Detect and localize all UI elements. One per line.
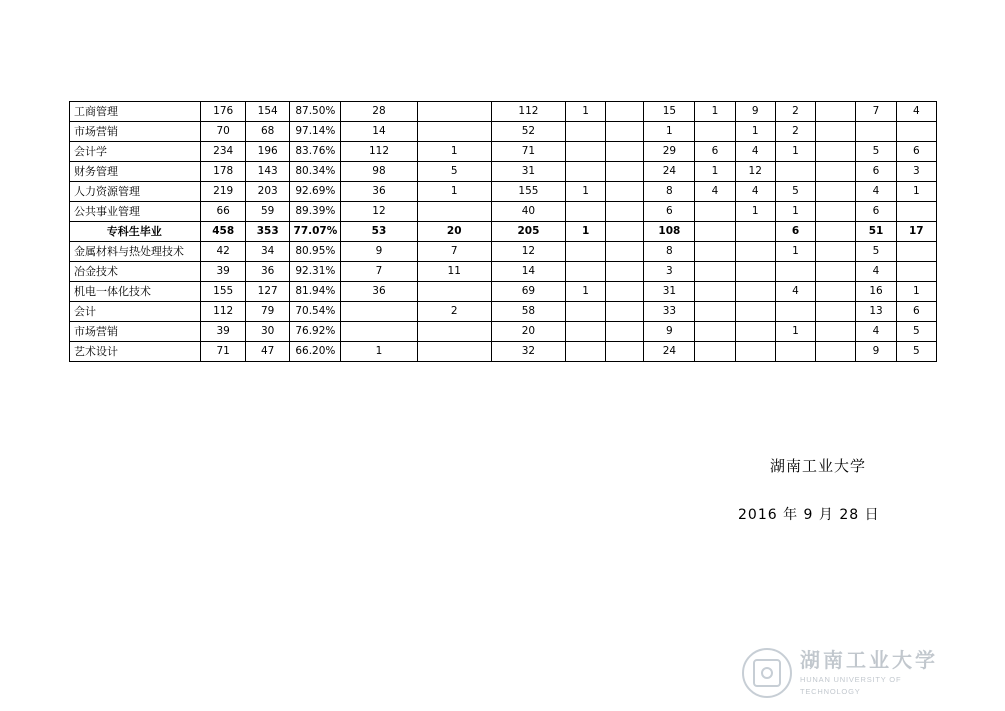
- table-cell: 29: [644, 142, 695, 162]
- table-cell: 4: [695, 182, 735, 202]
- table-cell: 32: [491, 342, 565, 362]
- table-cell: [606, 282, 644, 302]
- table-cell: [816, 202, 856, 222]
- table-cell: 98: [341, 162, 417, 182]
- table-cell: 34: [245, 242, 290, 262]
- table-cell: 31: [644, 282, 695, 302]
- table-cell: [816, 222, 856, 242]
- table-cell: 11: [417, 262, 491, 282]
- table-cell: 1: [775, 142, 815, 162]
- table-cell: 92.31%: [290, 262, 341, 282]
- table-cell: 178: [201, 162, 246, 182]
- table-cell: [417, 122, 491, 142]
- table-cell: 1: [775, 202, 815, 222]
- table-cell: 6: [695, 142, 735, 162]
- graduate-employment-table: [69, 101, 937, 362]
- cell-major-name: 财务管理: [70, 162, 201, 182]
- table-row: [70, 262, 937, 282]
- table-cell: [735, 322, 775, 342]
- table-cell: 1: [417, 182, 491, 202]
- table-cell: 5: [856, 142, 896, 162]
- table-cell: 79: [245, 302, 290, 322]
- table-cell: 8: [644, 182, 695, 202]
- table-cell: [695, 242, 735, 262]
- table-cell: [566, 262, 606, 282]
- table-cell: [816, 162, 856, 182]
- table-cell: 71: [201, 342, 246, 362]
- table-cell: [775, 262, 815, 282]
- table-cell: [735, 282, 775, 302]
- table-cell: 9: [341, 242, 417, 262]
- table-cell: 24: [644, 342, 695, 362]
- table-cell: 234: [201, 142, 246, 162]
- table-cell: [695, 302, 735, 322]
- university-logo: [742, 645, 957, 701]
- table-cell: 7: [856, 102, 896, 122]
- table-cell: 8: [644, 242, 695, 262]
- table-cell: 14: [341, 122, 417, 142]
- table-row: [70, 242, 937, 262]
- table-cell: 80.95%: [290, 242, 341, 262]
- table-cell: 1: [566, 282, 606, 302]
- table-cell: 5: [896, 342, 936, 362]
- table-cell: 203: [245, 182, 290, 202]
- cell-major-name: 艺术设计: [70, 342, 201, 362]
- table-row: [70, 182, 937, 202]
- table-cell: [606, 202, 644, 222]
- table-cell: [566, 322, 606, 342]
- table-cell: [606, 142, 644, 162]
- table-cell: [816, 342, 856, 362]
- table-cell: 36: [245, 262, 290, 282]
- cell-major-name: 冶金技术: [70, 262, 201, 282]
- table-cell: [775, 162, 815, 182]
- table-cell: [695, 262, 735, 282]
- table-cell: [896, 242, 936, 262]
- table-cell: [606, 222, 644, 242]
- table-cell: 12: [735, 162, 775, 182]
- table-cell: 3: [896, 162, 936, 182]
- table-cell: 4: [856, 182, 896, 202]
- table-cell: 58: [491, 302, 565, 322]
- table-cell: 66.20%: [290, 342, 341, 362]
- table-cell: [816, 182, 856, 202]
- table-row: [70, 142, 937, 162]
- table-cell: 155: [491, 182, 565, 202]
- table-cell: 12: [491, 242, 565, 262]
- table-cell: [566, 242, 606, 262]
- table-cell: [566, 122, 606, 142]
- table-cell: 89.39%: [290, 202, 341, 222]
- table-cell: [606, 102, 644, 122]
- table-cell: 6: [896, 302, 936, 322]
- table-cell: [606, 302, 644, 322]
- table-cell: [606, 242, 644, 262]
- cell-major-name: 金属材料与热处理技术: [70, 242, 201, 262]
- table-row: [70, 302, 937, 322]
- table-cell: [816, 142, 856, 162]
- table-cell: 1: [735, 202, 775, 222]
- table-cell: [566, 342, 606, 362]
- table-cell: 13: [856, 302, 896, 322]
- table-cell: 1: [695, 102, 735, 122]
- table-cell: 9: [735, 102, 775, 122]
- table-cell: 2: [775, 122, 815, 142]
- table-cell: [566, 142, 606, 162]
- table-cell: [816, 102, 856, 122]
- table-cell: [341, 302, 417, 322]
- table-cell: 3: [644, 262, 695, 282]
- table-cell: 9: [856, 342, 896, 362]
- table-cell: [695, 202, 735, 222]
- signature-block: [700, 455, 940, 524]
- table-cell: [606, 182, 644, 202]
- table-cell: 1: [896, 182, 936, 202]
- cell-major-name: 会计学: [70, 142, 201, 162]
- table-cell: 66: [201, 202, 246, 222]
- cell-major-name: 人力资源管理: [70, 182, 201, 202]
- table-cell: 81.94%: [290, 282, 341, 302]
- table-cell: [417, 102, 491, 122]
- data-table: [69, 101, 937, 362]
- table-row: [70, 162, 937, 182]
- table-cell: 219: [201, 182, 246, 202]
- table-row: [70, 282, 937, 302]
- table-row: [70, 322, 937, 342]
- table-cell: 1: [695, 162, 735, 182]
- table-cell: 353: [245, 222, 290, 242]
- table-cell: [816, 122, 856, 142]
- table-cell: [816, 262, 856, 282]
- table-cell: 42: [201, 242, 246, 262]
- table-cell: 15: [644, 102, 695, 122]
- table-cell: [606, 122, 644, 142]
- table-cell: [816, 282, 856, 302]
- cell-major-name: 机电一体化技术: [70, 282, 201, 302]
- cell-major-name: 工商管理: [70, 102, 201, 122]
- table-cell: [606, 322, 644, 342]
- table-cell: [816, 302, 856, 322]
- table-cell: 7: [341, 262, 417, 282]
- table-cell: [566, 202, 606, 222]
- table-cell: 1: [417, 142, 491, 162]
- table-cell: 71: [491, 142, 565, 162]
- table-cell: [896, 262, 936, 282]
- table-cell: 112: [491, 102, 565, 122]
- table-cell: 80.34%: [290, 162, 341, 182]
- cell-major-name: 会计: [70, 302, 201, 322]
- table-cell: 4: [896, 102, 936, 122]
- table-row: [70, 102, 937, 122]
- table-cell: [816, 322, 856, 342]
- logo-name-en: HUNAN UNIVERSITY OF TECHNOLOGY: [800, 675, 902, 696]
- seal-icon: [742, 648, 792, 698]
- table-cell: [566, 302, 606, 322]
- table-cell: [606, 342, 644, 362]
- table-cell: 1: [896, 282, 936, 302]
- table-cell: 4: [775, 282, 815, 302]
- table-cell: 5: [775, 182, 815, 202]
- table-cell: 112: [201, 302, 246, 322]
- table-cell: [417, 202, 491, 222]
- table-cell: 24: [644, 162, 695, 182]
- cell-major-name: 市场营销: [70, 122, 201, 142]
- table-cell: 6: [856, 162, 896, 182]
- table-row: [70, 222, 937, 242]
- table-cell: 97.14%: [290, 122, 341, 142]
- table-cell: [816, 242, 856, 262]
- table-cell: [775, 302, 815, 322]
- table-cell: 458: [201, 222, 246, 242]
- table-cell: 6: [856, 202, 896, 222]
- table-cell: 6: [644, 202, 695, 222]
- table-cell: 2: [417, 302, 491, 322]
- table-cell: 39: [201, 262, 246, 282]
- table-cell: 4: [856, 322, 896, 342]
- table-cell: 77.07%: [290, 222, 341, 242]
- table-cell: 196: [245, 142, 290, 162]
- table-cell: 70: [201, 122, 246, 142]
- table-body: [70, 102, 937, 362]
- table-cell: 4: [856, 262, 896, 282]
- table-cell: 20: [491, 322, 565, 342]
- table-cell: 2: [775, 102, 815, 122]
- table-cell: 1: [341, 342, 417, 362]
- table-cell: [695, 122, 735, 142]
- table-cell: 108: [644, 222, 695, 242]
- table-cell: 9: [644, 322, 695, 342]
- table-cell: 112: [341, 142, 417, 162]
- table-cell: 1: [775, 242, 815, 262]
- table-cell: 14: [491, 262, 565, 282]
- table-cell: [417, 282, 491, 302]
- table-row: [70, 342, 937, 362]
- table-cell: 36: [341, 282, 417, 302]
- table-cell: [775, 342, 815, 362]
- table-cell: 92.69%: [290, 182, 341, 202]
- table-cell: 59: [245, 202, 290, 222]
- table-cell: [856, 122, 896, 142]
- table-cell: 33: [644, 302, 695, 322]
- table-cell: 143: [245, 162, 290, 182]
- cell-major-name: 公共事业管理: [70, 202, 201, 222]
- table-cell: 1: [566, 182, 606, 202]
- table-cell: 31: [491, 162, 565, 182]
- table-cell: 1: [566, 102, 606, 122]
- table-cell: [735, 222, 775, 242]
- table-cell: 4: [735, 142, 775, 162]
- cell-major-name: 市场营销: [70, 322, 201, 342]
- table-cell: 28: [341, 102, 417, 122]
- logo-text: [800, 648, 957, 698]
- issuing-organization: 湖南工业大学: [770, 457, 867, 475]
- table-cell: 1: [644, 122, 695, 142]
- table-cell: 12: [341, 202, 417, 222]
- table-cell: 52: [491, 122, 565, 142]
- table-cell: [695, 282, 735, 302]
- table-cell: 51: [856, 222, 896, 242]
- issue-date: 2016 年 9 月 28 日: [738, 507, 880, 523]
- table-cell: [341, 322, 417, 342]
- table-cell: [695, 322, 735, 342]
- table-cell: 205: [491, 222, 565, 242]
- table-cell: 30: [245, 322, 290, 342]
- table-cell: 39: [201, 322, 246, 342]
- table-cell: [735, 242, 775, 262]
- table-cell: 5: [417, 162, 491, 182]
- table-cell: [695, 222, 735, 242]
- logo-name-cn: 湖南工业大学: [800, 648, 938, 672]
- table-cell: [735, 302, 775, 322]
- table-cell: [606, 162, 644, 182]
- table-cell: 76.92%: [290, 322, 341, 342]
- table-cell: 20: [417, 222, 491, 242]
- table-row: [70, 202, 937, 222]
- table-cell: 5: [896, 322, 936, 342]
- cell-major-name: 专科生毕业: [70, 222, 201, 242]
- table-cell: 154: [245, 102, 290, 122]
- table-cell: 87.50%: [290, 102, 341, 122]
- table-cell: 127: [245, 282, 290, 302]
- table-cell: 6: [775, 222, 815, 242]
- table-cell: [417, 342, 491, 362]
- table-cell: [417, 322, 491, 342]
- table-cell: 53: [341, 222, 417, 242]
- table-cell: 68: [245, 122, 290, 142]
- table-cell: [896, 122, 936, 142]
- table-cell: 5: [856, 242, 896, 262]
- table-cell: 40: [491, 202, 565, 222]
- table-cell: 4: [735, 182, 775, 202]
- table-cell: [566, 162, 606, 182]
- table-cell: [896, 202, 936, 222]
- table-cell: 155: [201, 282, 246, 302]
- table-cell: 176: [201, 102, 246, 122]
- table-cell: 7: [417, 242, 491, 262]
- table-cell: 16: [856, 282, 896, 302]
- table-cell: [735, 262, 775, 282]
- table-row: [70, 122, 937, 142]
- table-cell: 17: [896, 222, 936, 242]
- table-cell: [695, 342, 735, 362]
- table-cell: 69: [491, 282, 565, 302]
- table-cell: [606, 262, 644, 282]
- table-cell: [735, 342, 775, 362]
- table-cell: 36: [341, 182, 417, 202]
- table-cell: 70.54%: [290, 302, 341, 322]
- table-cell: 1: [735, 122, 775, 142]
- table-cell: 6: [896, 142, 936, 162]
- table-cell: 1: [775, 322, 815, 342]
- table-cell: 83.76%: [290, 142, 341, 162]
- table-cell: 47: [245, 342, 290, 362]
- table-cell: 1: [566, 222, 606, 242]
